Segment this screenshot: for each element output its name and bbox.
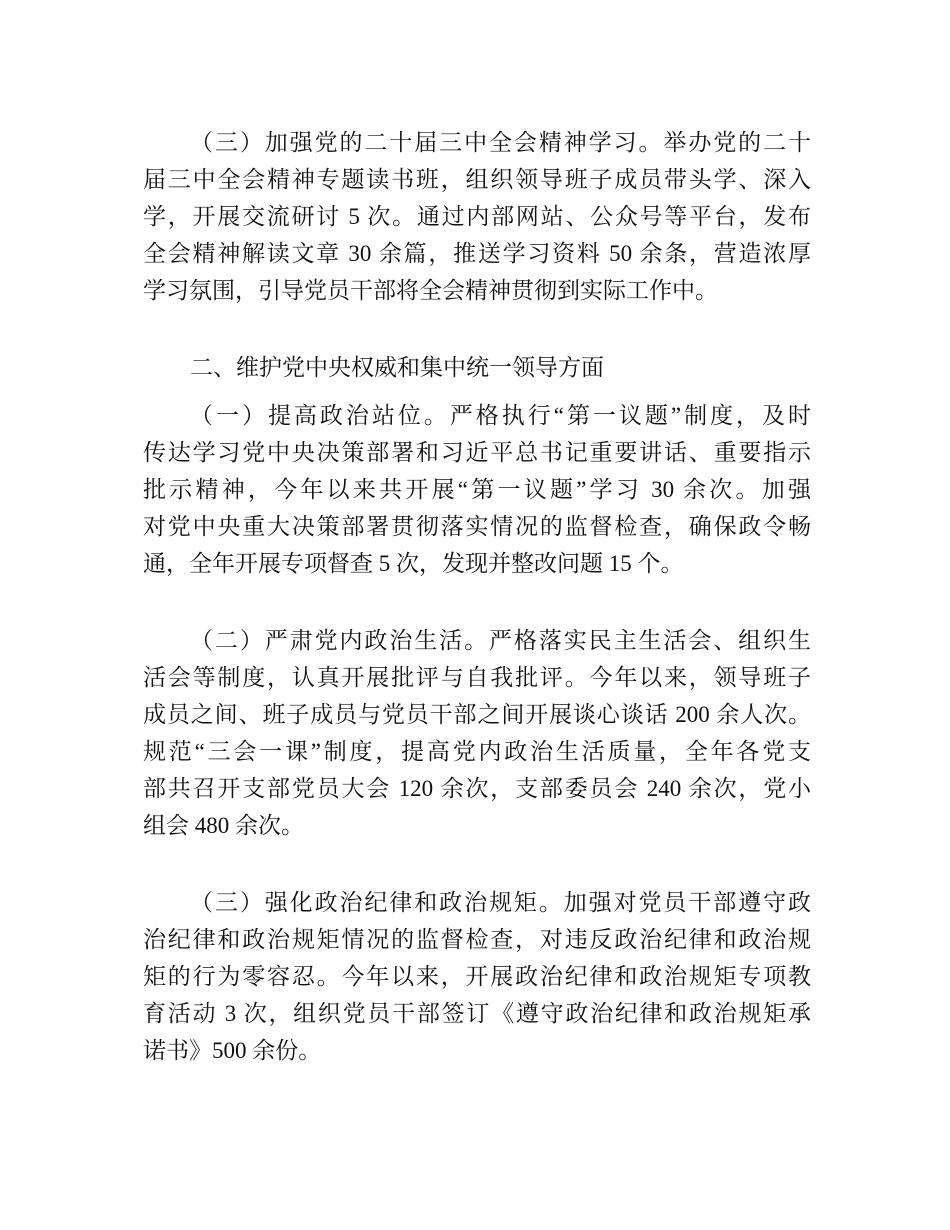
section-heading (143, 349, 811, 386)
paragraph-line: 规范“三会一课”制度，提高党内政治生活质量，全年各党支 (143, 739, 811, 764)
paragraph-line: 组会 480 余次。 (143, 813, 304, 838)
paragraph-line: 对党中央重大决策部署贯彻落实情况的监督检查，确保政令畅 (143, 514, 811, 539)
paragraph (143, 622, 811, 844)
paragraph-line: （二）严肃党内政治生活。严格落实民主生活会、组织生 (190, 628, 811, 653)
paragraph-line: 通，全年开展专项督查 5 次，发现并整改问题 15 个。 (143, 551, 684, 576)
paragraph-line: 批示精神，今年以来共开展“第一议题”学习 30 余次。加强 (143, 477, 811, 502)
heading-text: 二、维护党中央权威和集中统一领导方面 (190, 355, 604, 380)
paragraph (143, 884, 811, 1069)
paragraph-line: 活会等制度，认真开展批评与自我批评。今年以来，领导班子 (143, 665, 811, 690)
paragraph-line: 传达学习党中央决策部署和习近平总书记重要讲话、重要指示 (143, 440, 811, 465)
paragraph-line: 学习氛围，引导党员干部将全会精神贯彻到实际工作中。 (143, 278, 718, 303)
paragraph-line: 诺书》500 余份。 (143, 1038, 322, 1063)
paragraph (143, 124, 811, 309)
paragraph-line: （三）强化政治纪律和政治规矩。加强对党员干部遵守政 (190, 890, 811, 915)
paragraph-line: 育活动 3 次，组织党员干部签订《遵守政治纪律和政治规矩承 (143, 1001, 811, 1026)
paragraph (143, 397, 811, 582)
paragraph-line: 届三中全会精神专题读书班，组织领导班子成员带头学、深入 (143, 167, 811, 192)
paragraph-line: 学，开展交流研讨 5 次。通过内部网站、公众号等平台，发布 (143, 204, 811, 229)
paragraph-line: （三）加强党的二十届三中全会精神学习。举办党的二十 (190, 130, 811, 155)
paragraph-line: 部共召开支部党员大会 120 余次，支部委员会 240 余次，党小 (143, 776, 811, 801)
paragraph-line: 全会精神解读文章 30 余篇，推送学习资料 50 余条，营造浓厚 (143, 241, 811, 266)
paragraph-line: 治纪律和政治规矩情况的监督检查，对违反政治纪律和政治规 (143, 927, 811, 952)
document-page (143, 124, 811, 1069)
paragraph-line: 成员之间、班子成员与党员干部之间开展谈心谈话 200 余人次。 (143, 702, 811, 727)
paragraph-line: （一）提高政治站位。严格执行“第一议题”制度，及时 (190, 403, 811, 428)
paragraph-line: 矩的行为零容忍。今年以来，开展政治纪律和政治规矩专项教 (143, 964, 811, 989)
